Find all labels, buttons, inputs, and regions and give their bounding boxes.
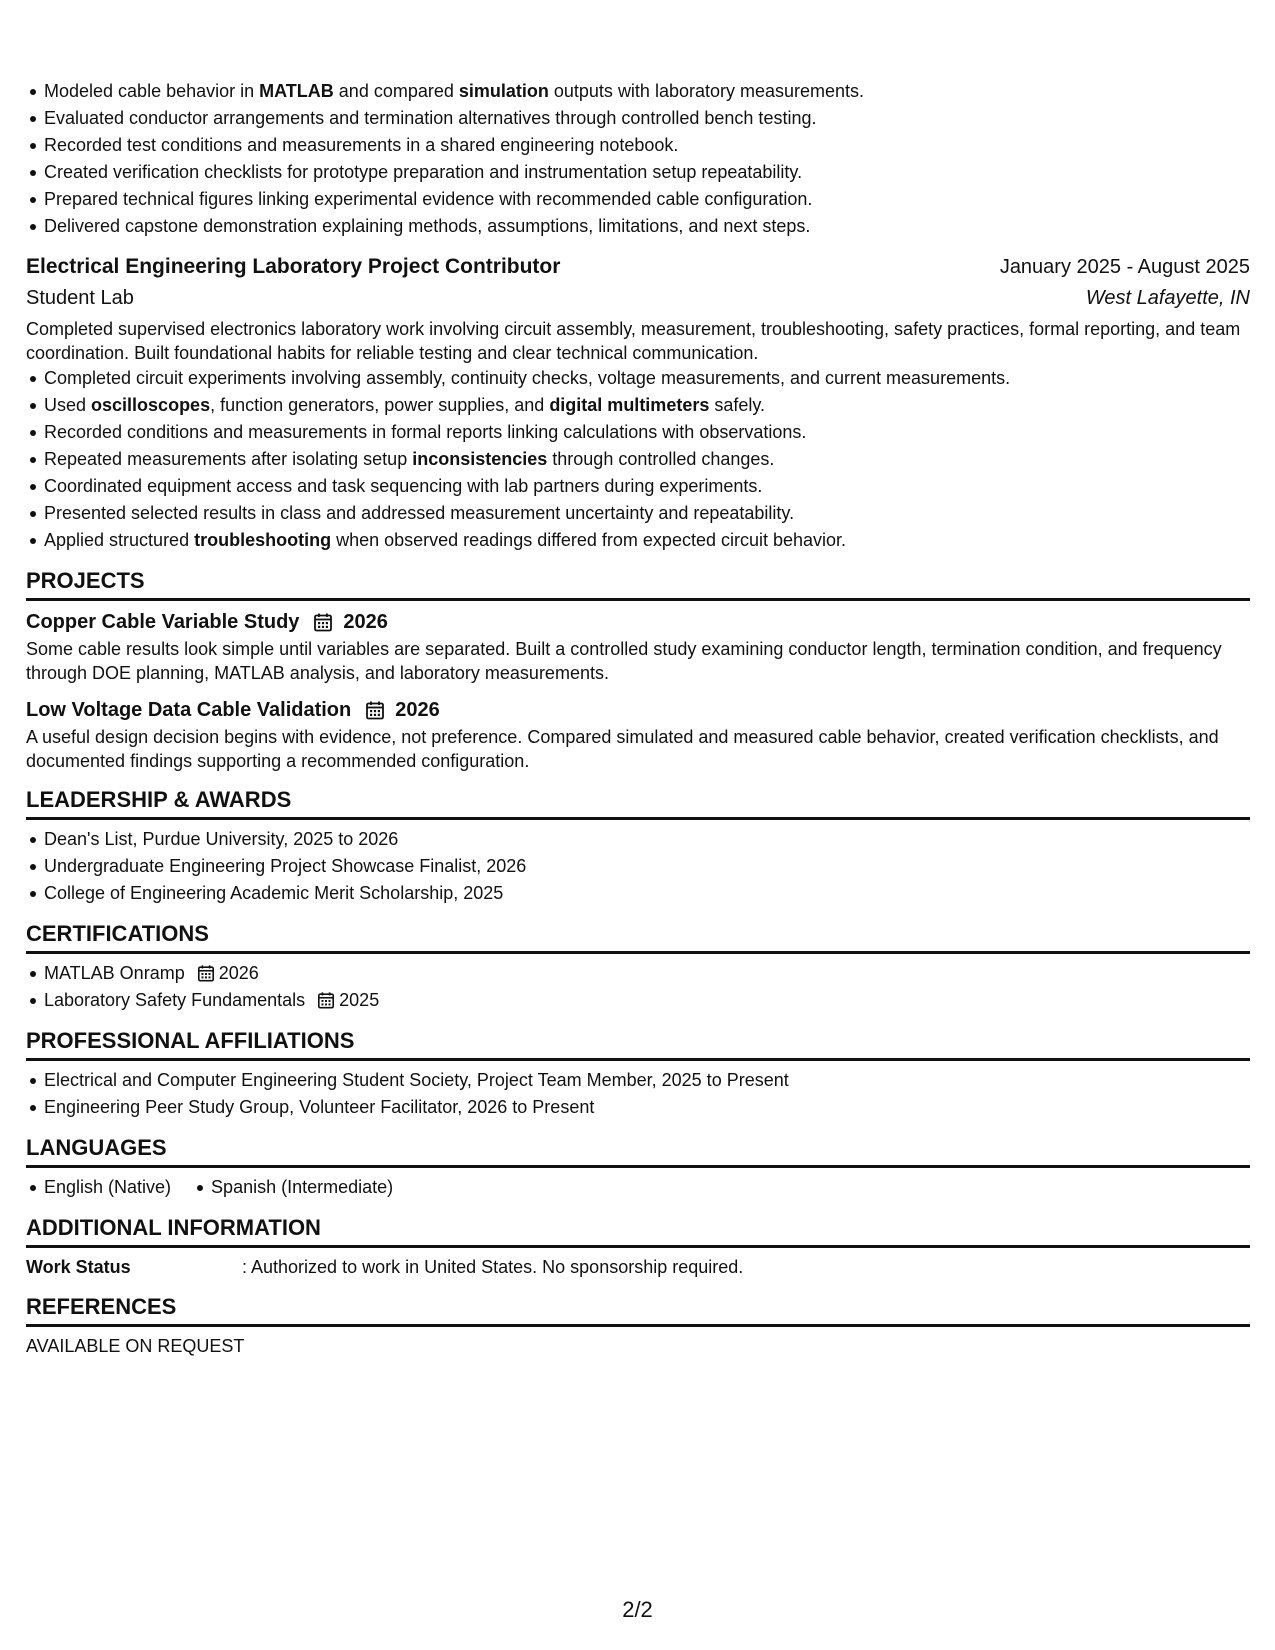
list-item: Prepared technical figures linking experimental evidence with recommended cable configuration. [44, 186, 1250, 213]
project-year: 2026 [343, 611, 388, 633]
certification-name: Laboratory Safety Fundamentals [44, 990, 306, 1010]
list-item: Presented selected results in class and addressed measurement uncertainty and repeatability. [44, 500, 1250, 527]
calendar-icon [317, 991, 335, 1009]
certifications-section [26, 919, 1250, 1014]
info-row [26, 1254, 1250, 1280]
list-item: Modeled cable behavior in MATLAB and compared simulation outputs with laboratory measurements. [44, 78, 1250, 105]
leadership-list [26, 826, 1250, 907]
info-value: : Authorized to work in United States. No sponsorship required. [242, 1257, 744, 1277]
section-title: LANGUAGES [26, 1133, 1250, 1168]
list-item: Recorded conditions and measurements in formal reports linking calculations with observations. [44, 419, 1250, 446]
languages-section [26, 1133, 1250, 1201]
job-dates: January 2025 - August 2025 [999, 256, 1250, 278]
section-title: ADDITIONAL INFORMATION [26, 1213, 1250, 1248]
projects-section [26, 566, 1250, 773]
list-item: Applied structured troubleshooting when observed readings differed from expected circuit behavior. [44, 527, 1250, 554]
project-header [26, 695, 1250, 725]
project-header [26, 607, 1250, 637]
list-item: Recorded test conditions and measurements in a shared engineering notebook. [44, 132, 1250, 159]
references-section [26, 1292, 1250, 1359]
project-description: Some cable results look simple until variables are separated. Built a controlled study examining conductor length, termination condition, and frequency through DOE planning, MATLAB analysis, and laboratory measurements. [26, 639, 1222, 683]
resume-page [26, 78, 1250, 1359]
certification-year: 2026 [218, 963, 259, 983]
list-item [44, 960, 1250, 987]
calendar-icon [313, 612, 333, 632]
list-item: Undergraduate Engineering Project Showcase Finalist, 2026 [44, 853, 1250, 880]
list-item: Delivered capstone demonstration explaining methods, assumptions, limitations, and next steps. [44, 213, 1250, 240]
calendar-icon [197, 964, 215, 982]
section-title: CERTIFICATIONS [26, 919, 1250, 954]
section-title: REFERENCES [26, 1292, 1250, 1327]
list-item: Coordinated equipment access and task sequencing with lab partners during experiments. [44, 473, 1250, 500]
job-bullet-list [26, 365, 1250, 554]
additional-info-section [26, 1213, 1250, 1280]
project-year: 2026 [395, 699, 440, 721]
section-title: PROFESSIONAL AFFILIATIONS [26, 1026, 1250, 1061]
list-item: College of Engineering Academic Merit Scholarship, 2025 [44, 880, 1250, 907]
experience-bullet-list [26, 78, 1250, 240]
list-item: Evaluated conductor arrangements and termination alternatives through controlled bench testing. [44, 105, 1250, 132]
project-name: Low Voltage Data Cable Validation [26, 699, 352, 721]
list-item: Repeated measurements after isolating setup inconsistencies through controlled changes. [44, 446, 1250, 473]
leadership-section [26, 785, 1250, 907]
section-title: PROJECTS [26, 566, 1250, 601]
job-location: West Lafayette, IN [1085, 287, 1250, 309]
list-item: Used oscilloscopes, function generators, power supplies, and digital multimeters safely. [44, 392, 1250, 419]
languages-list [26, 1174, 1250, 1201]
project-description: A useful design decision begins with evidence, not preference. Compared simulated and measured cable behavior, created verification checklists, and documented findings supporting a recommended configuration. [26, 727, 1219, 771]
certifications-list [26, 960, 1250, 1014]
job-summary: Completed supervised electronics laboratory work involving circuit assembly, measurement, troubleshooting, safety practices, formal reporting, and team coordination. Built foundational habits for reliable testing and clear technical communication. [26, 319, 1241, 363]
list-item: Spanish (Intermediate) [211, 1174, 393, 1201]
job-title: Electrical Engineering Laboratory Project Contributor [26, 255, 561, 278]
calendar-icon [365, 700, 385, 720]
list-item: Electrical and Computer Engineering Student Society, Project Team Member, 2025 to Present [44, 1067, 1250, 1094]
list-item [44, 987, 1250, 1014]
info-label: Work Status [26, 1257, 131, 1277]
list-item: English (Native) [44, 1174, 171, 1201]
certification-year: 2025 [339, 990, 380, 1010]
certification-name: MATLAB Onramp [44, 963, 185, 983]
affiliations-list [26, 1067, 1250, 1121]
project-name: Copper Cable Variable Study [26, 611, 300, 633]
job-organization: Student Lab [26, 287, 134, 309]
section-title: LEADERSHIP & AWARDS [26, 785, 1250, 820]
references-text: AVAILABLE ON REQUEST [26, 1336, 245, 1356]
list-item: Dean's List, Purdue University, 2025 to 2026 [44, 826, 1250, 853]
affiliations-section [26, 1026, 1250, 1121]
list-item: Created verification checklists for prototype preparation and instrumentation setup repeatability. [44, 159, 1250, 186]
page-number: 2/2 [622, 1597, 653, 1622]
job-subheader [26, 282, 1250, 314]
job-header [26, 252, 1250, 282]
list-item: Engineering Peer Study Group, Volunteer Facilitator, 2026 to Present [44, 1094, 1250, 1121]
list-item: Completed circuit experiments involving assembly, continuity checks, voltage measurements, and current measurements. [44, 365, 1250, 392]
